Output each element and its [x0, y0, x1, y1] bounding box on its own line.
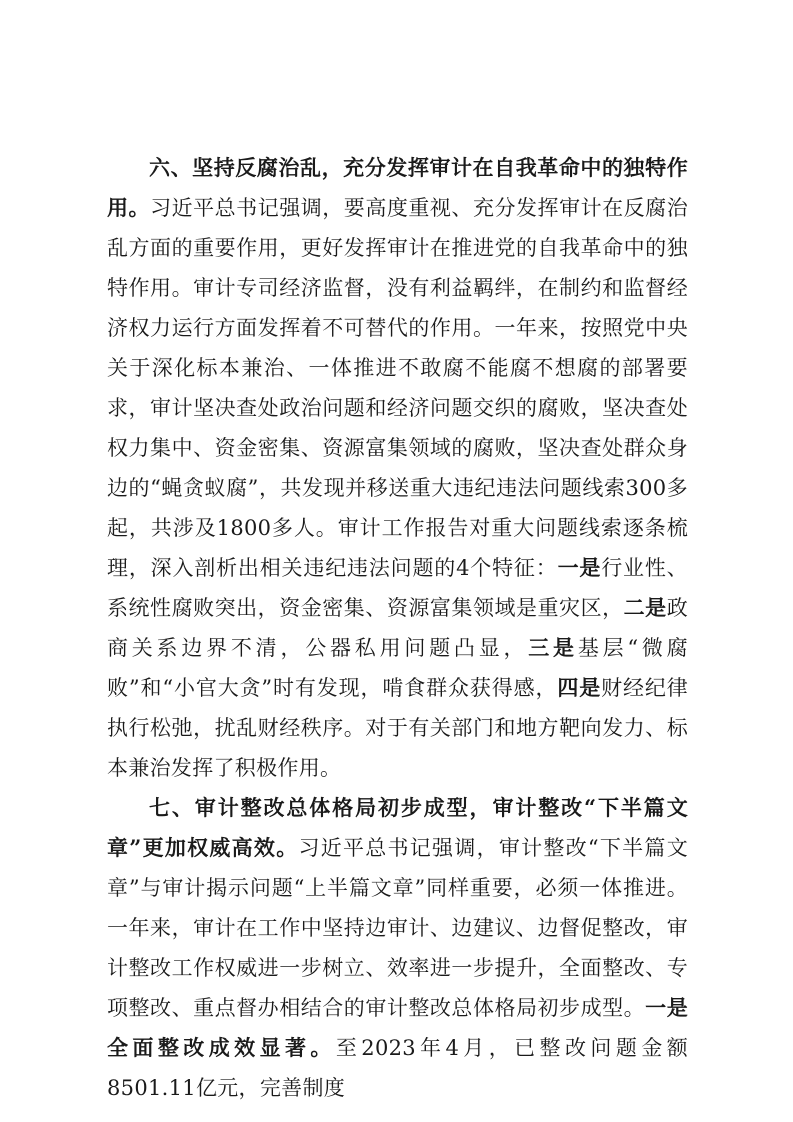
text-segment: 政商关系边界不清，公器私用问题凸显，: [107, 596, 688, 660]
section-heading-7: 七、审计整改总体格局初步成型，审计整改“下半篇文章”更加权威高效。: [107, 795, 688, 860]
bold-marker: 三是: [528, 635, 578, 660]
bold-marker: 一是: [557, 555, 602, 580]
text-segment: 基层“微腐败”和“小官大贪”时有发现，啃食群众获得感，: [107, 636, 688, 700]
bold-marker: 二是: [623, 595, 667, 620]
bold-marker: 四是: [557, 675, 602, 700]
text-segment: 财经纪律执行松弛，扰乱财经秩序。对于有关部门和地方靶向发力、标本兼治发挥了积极作用。: [107, 676, 689, 780]
text-segment: 习近平总书记强调，要高度重视、充分发挥审计在反腐治乱方面的重要作用，更好发挥审计在推进党的自我革命中的独特作用。审计专司经济监督，没有利益羁绊，在制约和监督经济权力运行方面发挥着不可替代的作用。一年来，按照党中央关于深化标本兼治、一体推进不敢腐不能腐不想腐的部署要求，审计坚决查处政治问题和经济问题交织的腐败，坚决查处权力集中、资金密集、资源富集领域的腐败，坚决查处群众身边的“蝇贪蚁腐”，共发现并移送重大违纪违法问题线索300多起，共涉及1800多人。审计工作报告对重大问题线索逐条梳理，深入剖析出相关违纪违法问题的4个特征：: [107, 196, 688, 580]
paragraph-7: [107, 788, 688, 1108]
paragraph-6: [107, 148, 688, 788]
text-segment: 至2023年4月，已整改问题金额8501.11亿元，完善制度: [107, 1036, 688, 1100]
text-segment: 习近平总书记强调，审计整改“下半篇文章”与审计揭示问题“上半篇文章”同样重要，必须一体推进。一年来，审计在工作中坚持边审计、边建议、边督促整改，审计整改工作权威进一步树立、效率进一步提升，全面整改、专项整改、重点督办相结合的审计整改总体格局初步成型。: [107, 836, 689, 1020]
section-heading-6: 六、坚持反腐治乱，充分发挥审计在自我革命中的独特作用。: [107, 155, 688, 220]
text-segment: 行业性、系统性腐败突出，资金密集、资源富集领域是重灾区，: [107, 556, 688, 620]
bold-marker: 一是全面整改成效显著。: [107, 995, 688, 1060]
